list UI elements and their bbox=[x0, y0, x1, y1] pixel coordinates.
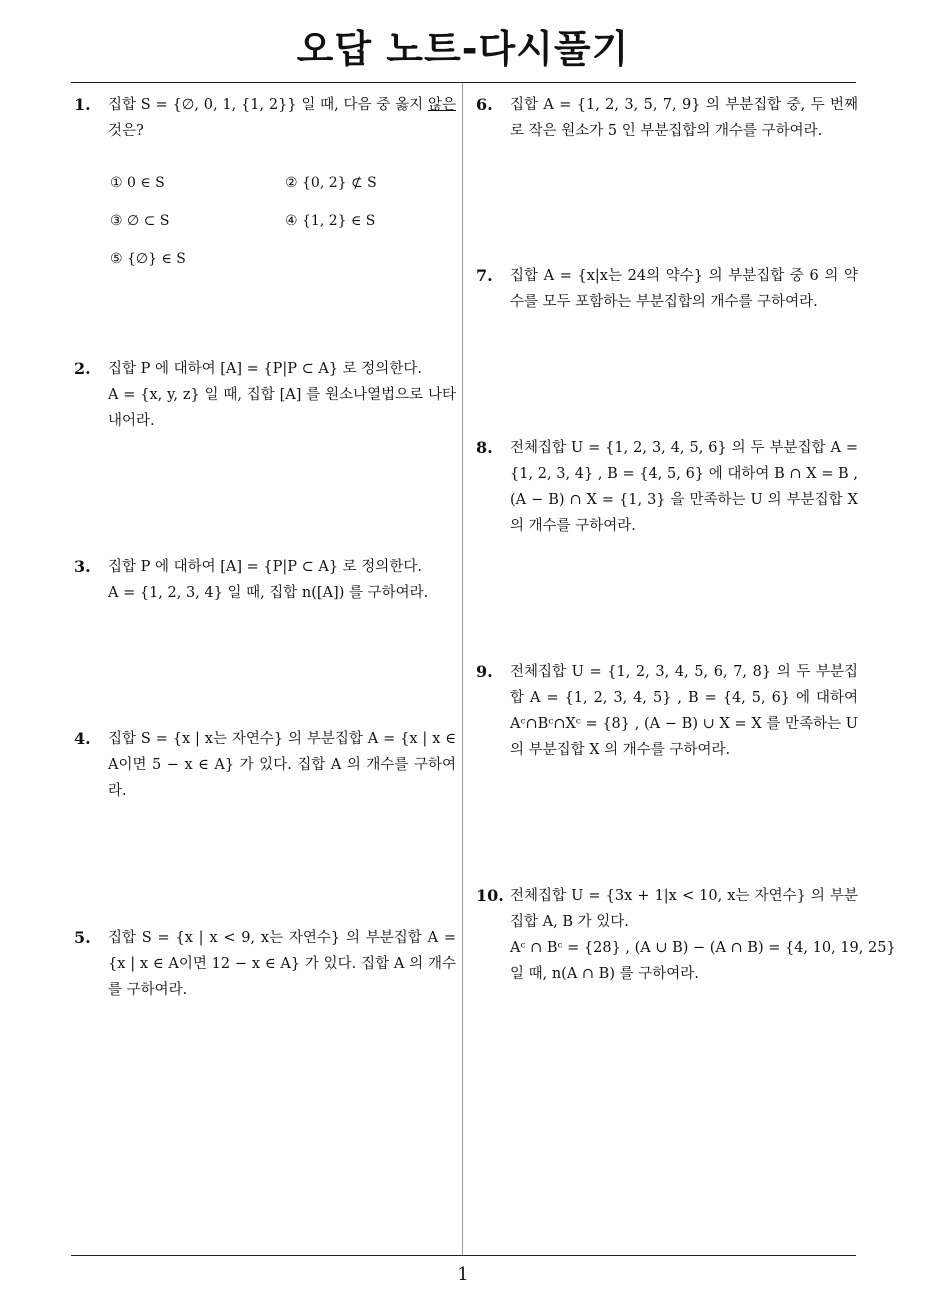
question-9 bbox=[476, 659, 858, 763]
question-text: 집합 A = {1, 2, 3, 5, 7, 9} 의 부분집합 중, 두 번째로 작은 원소가 5 인 부분집합의 개수를 구하여라. bbox=[510, 97, 858, 139]
question-number: 2. bbox=[74, 359, 91, 378]
question-3 bbox=[74, 554, 456, 606]
question-number: 7. bbox=[476, 266, 493, 285]
question-number: 8. bbox=[476, 438, 493, 457]
question-number: 9. bbox=[476, 662, 493, 681]
question-6 bbox=[476, 92, 858, 144]
question-text: 집합 S = {∅, 0, 1, {1, 2}} 일 때, 다음 중 옳지 않은 것은? bbox=[108, 97, 456, 139]
question-number: 1. bbox=[74, 95, 91, 114]
question-10 bbox=[476, 883, 896, 987]
page-number: 1 bbox=[457, 1264, 469, 1285]
question-number: 3. bbox=[74, 557, 91, 576]
question-4 bbox=[74, 726, 456, 804]
question-2 bbox=[74, 356, 456, 434]
question-number: 5. bbox=[74, 928, 91, 947]
question-text: 전체집합 U = {1, 2, 3, 4, 5, 6} 의 두 부분집합 A = {1, 2, 3, 4} , B = {4, 5, 6} 에 대하여 B ∩ X = B , (A − B) ∩ X = {1, 3} 을 만족하는 U 의 부분집합 X 의 개수를 구하여라. bbox=[510, 440, 858, 534]
question-text: 집합 S = {x | x는 자연수} 의 부분집합 A = {x | x ∈ A이면 5 − x ∈ A} 가 있다. 집합 A 의 개수를 구하여라. bbox=[108, 731, 456, 799]
bottom-rule bbox=[71, 1255, 856, 1256]
choice-3[interactable]: ③ ∅ ⊂ S bbox=[110, 213, 170, 229]
emphasis-underline: 않은 bbox=[427, 97, 456, 113]
question-number: 4. bbox=[74, 729, 91, 748]
question-1 bbox=[74, 92, 456, 282]
question-number: 6. bbox=[476, 95, 493, 114]
question-5 bbox=[74, 925, 456, 1003]
choice-2[interactable]: ② {0, 2} ⊄ S bbox=[285, 175, 377, 191]
page-title: 오답 노트-다시풀기 bbox=[296, 27, 630, 71]
question-text: 집합 P 에 대하여 [A] = {P|P ⊂ A} 로 정의한다. A = {x, y, z} 일 때, 집합 [A] 를 원소나열법으로 나타내어라. bbox=[108, 361, 456, 429]
choice-1[interactable]: ① 0 ∈ S bbox=[110, 175, 165, 191]
choice-4[interactable]: ④ {1, 2} ∈ S bbox=[285, 213, 376, 229]
question-8 bbox=[476, 435, 858, 539]
question-text: 집합 A = {x|x는 24의 약수} 의 부분집합 중 6 의 약수를 모두 포함하는 부분집합의 개수를 구하여라. bbox=[510, 268, 858, 310]
question-text: 전체집합 U = {1, 2, 3, 4, 5, 6, 7, 8} 의 두 부분집합 A = {1, 2, 3, 4, 5} , B = {4, 5, 6} 에 대하여 Aᶜ∩Bᶜ∩Xᶜ = {8} , (A − B) ∪ X = X 를 만족하는 U 의 부분집합 X 의 개수를 구하여라. bbox=[510, 664, 858, 758]
top-rule bbox=[71, 82, 856, 83]
column-divider bbox=[462, 83, 463, 1255]
question-7 bbox=[476, 263, 858, 315]
question-text: 집합 S = {x | x < 9, x는 자연수} 의 부분집합 A = {x | x ∈ A이면 12 − x ∈ A} 가 있다. 집합 A 의 개수를 구하여라. bbox=[108, 930, 456, 998]
question-text: 집합 P 에 대하여 [A] = {P|P ⊂ A} 로 정의한다. A = {1, 2, 3, 4} 일 때, 집합 n([A]) 를 구하여라. bbox=[108, 559, 429, 601]
question-text: 전체집합 U = {3x + 1|x < 10, x는 자연수} 의 부분집합 A, B 가 있다. Aᶜ ∩ Bᶜ = {28} , (A ∪ B) − (A ∩ B) = {4, 10, 19, 25} 일 때, n(A ∩ B) 를 구하여라. bbox=[510, 888, 896, 982]
question-number: 10. bbox=[476, 886, 504, 905]
choice-5[interactable]: ⑤ {∅} ∈ S bbox=[110, 251, 186, 267]
